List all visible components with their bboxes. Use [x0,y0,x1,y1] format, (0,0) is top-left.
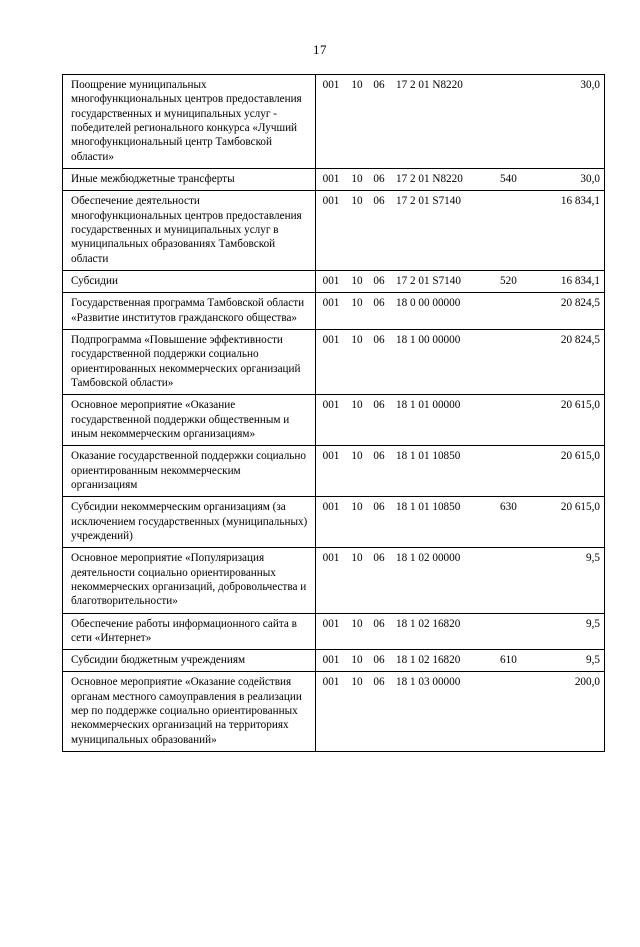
table-row [63,446,605,497]
row-vedomstvo: 001 [316,293,347,330]
row-razdel: 10 [346,672,368,752]
row-target-code: 18 1 02 16820 [390,650,500,672]
row-podrazdel: 06 [368,395,390,446]
row-sum: 200,0 [534,672,605,752]
row-sum: 30,0 [534,75,605,169]
row-name: Обеспечение работы информационного сайта в сети «Интернет» [63,613,316,650]
row-podrazdel: 06 [368,446,390,497]
row-podrazdel: 06 [368,75,390,169]
row-vid-rashodov [500,395,534,446]
budget-table [62,74,605,752]
row-vid-rashodov [500,548,534,613]
row-vedomstvo: 001 [316,613,347,650]
row-target-code: 17 2 01 S7140 [390,270,500,292]
row-sum: 20 824,5 [534,293,605,330]
row-podrazdel: 06 [368,613,390,650]
row-name: Государственная программа Тамбовской области «Развитие институтов гражданского общества» [63,293,316,330]
row-vid-rashodov [500,75,534,169]
row-sum: 20 824,5 [534,329,605,394]
page-bottom-margin [0,752,640,792]
row-razdel: 10 [346,293,368,330]
row-vid-rashodov: 610 [500,650,534,672]
row-name: Подпрограмма «Повышение эффективности государственной поддержки социально ориентированных некоммерческих организаций Тамбовской области» [63,329,316,394]
row-razdel: 10 [346,191,368,271]
row-name: Оказание государственной поддержки социально ориентированным некоммерческим организациям [63,446,316,497]
row-vedomstvo: 001 [316,168,347,190]
row-name: Основное мероприятие «Оказание государственной поддержки общественным и иным некоммерческим организациям» [63,395,316,446]
row-razdel: 10 [346,168,368,190]
table-row [63,270,605,292]
row-vid-rashodov: 540 [500,168,534,190]
document-page [0,42,640,947]
row-podrazdel: 06 [368,168,390,190]
row-sum: 9,5 [534,650,605,672]
row-name: Поощрение муниципальных многофункциональных центров предоставления государственных и муниципальных услуг - победителей регионального конкурса «Лучший многофункциональный центр Тамбовской области» [63,75,316,169]
row-vid-rashodov [500,446,534,497]
row-vedomstvo: 001 [316,446,347,497]
row-vid-rashodov [500,191,534,271]
row-name: Субсидии некоммерческим организациям (за исключением государственных (муниципальных) учреждений) [63,497,316,548]
table-row [63,191,605,271]
budget-table-body [63,75,605,752]
row-vid-rashodov: 520 [500,270,534,292]
row-target-code: 18 1 01 10850 [390,446,500,497]
row-target-code: 18 1 02 16820 [390,613,500,650]
row-name: Обеспечение деятельности многофункциональных центров предоставления государственных и муниципальных услуг в муниципальных образованиях Тамбовской области [63,191,316,271]
row-razdel: 10 [346,650,368,672]
row-sum: 9,5 [534,613,605,650]
row-vid-rashodov [500,613,534,650]
row-sum: 16 834,1 [534,270,605,292]
row-razdel: 10 [346,329,368,394]
table-row [63,395,605,446]
table-row [63,548,605,613]
row-sum: 30,0 [534,168,605,190]
row-vid-rashodov [500,329,534,394]
table-row [63,75,605,169]
row-podrazdel: 06 [368,293,390,330]
row-target-code: 18 1 00 00000 [390,329,500,394]
row-podrazdel: 06 [368,270,390,292]
row-razdel: 10 [346,270,368,292]
row-sum: 20 615,0 [534,395,605,446]
row-vedomstvo: 001 [316,497,347,548]
row-podrazdel: 06 [368,672,390,752]
row-name: Иные межбюджетные трансферты [63,168,316,190]
row-razdel: 10 [346,75,368,169]
row-name: Субсидии бюджетным учреждениям [63,650,316,672]
row-target-code: 18 1 02 00000 [390,548,500,613]
row-target-code: 18 0 00 00000 [390,293,500,330]
row-name: Основное мероприятие «Оказание содействия органам местного самоуправления в реализации мер по поддержке социально ориентированных некоммерческих организаций на территориях муниципальных образований» [63,672,316,752]
row-podrazdel: 06 [368,329,390,394]
row-razdel: 10 [346,395,368,446]
row-sum: 16 834,1 [534,191,605,271]
row-podrazdel: 06 [368,191,390,271]
row-sum: 9,5 [534,548,605,613]
row-vedomstvo: 001 [316,329,347,394]
row-razdel: 10 [346,548,368,613]
row-vedomstvo: 001 [316,75,347,169]
row-vid-rashodov [500,672,534,752]
row-target-code: 18 1 01 00000 [390,395,500,446]
row-sum: 20 615,0 [534,497,605,548]
row-target-code: 17 2 01 N8220 [390,168,500,190]
table-row [63,168,605,190]
row-vedomstvo: 001 [316,395,347,446]
row-vid-rashodov: 630 [500,497,534,548]
row-podrazdel: 06 [368,497,390,548]
row-target-code: 17 2 01 S7140 [390,191,500,271]
table-row [63,613,605,650]
row-target-code: 17 2 01 N8220 [390,75,500,169]
row-vedomstvo: 001 [316,650,347,672]
table-row [63,672,605,752]
row-target-code: 18 1 01 10850 [390,497,500,548]
row-vedomstvo: 001 [316,270,347,292]
row-razdel: 10 [346,497,368,548]
row-razdel: 10 [346,446,368,497]
table-row [63,497,605,548]
row-vedomstvo: 001 [316,672,347,752]
row-sum: 20 615,0 [534,446,605,497]
table-row [63,650,605,672]
row-name: Основное мероприятие «Популяризация деятельности социально ориентированных некоммерческих организаций, добровольчества и благотворительности» [63,548,316,613]
row-podrazdel: 06 [368,650,390,672]
row-target-code: 18 1 03 00000 [390,672,500,752]
table-row [63,329,605,394]
table-row [63,293,605,330]
row-podrazdel: 06 [368,548,390,613]
row-name: Субсидии [63,270,316,292]
row-vid-rashodov [500,293,534,330]
row-vedomstvo: 001 [316,548,347,613]
page-number: 17 [313,42,327,57]
row-vedomstvo: 001 [316,191,347,271]
row-razdel: 10 [346,613,368,650]
